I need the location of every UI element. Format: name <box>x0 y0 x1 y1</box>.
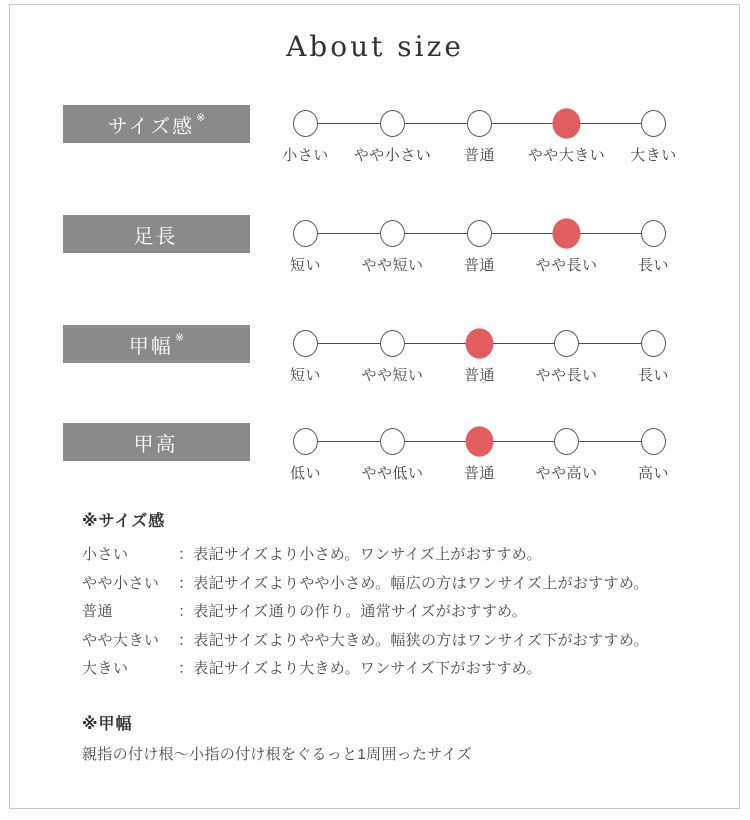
definition-description: ：表記サイズよりやや大きめ。幅狭の方はワンサイズ下がおすすめ。 <box>178 631 649 649</box>
scale-option-label: 長い <box>637 367 669 384</box>
scale-option <box>349 110 436 165</box>
scale-dot <box>293 428 318 455</box>
rating-scale <box>262 110 697 165</box>
scale-dot <box>380 220 405 247</box>
scale-option <box>349 220 436 275</box>
scale-option <box>523 330 610 385</box>
rating-scale <box>262 220 697 275</box>
scale-dot <box>380 110 405 137</box>
page-title: About size <box>286 30 464 63</box>
scale-option-label: 高い <box>637 465 669 482</box>
scale-option <box>436 110 523 165</box>
scale-dot <box>380 428 405 455</box>
scale-option-label: 大きい <box>630 147 677 164</box>
scale-dot-selected <box>553 218 581 248</box>
scale-option <box>610 428 697 483</box>
size-row-label: 甲幅 <box>128 335 173 358</box>
scale-dot <box>641 110 666 137</box>
scale-option <box>610 330 697 385</box>
scale-option-label: 普通 <box>463 147 495 164</box>
size-row-label-box <box>63 215 250 253</box>
definition-term: やや大きい <box>82 631 160 649</box>
size-row-label: 足長 <box>133 225 178 248</box>
footnote-mark: ※ <box>196 111 206 124</box>
definition-description: ：表記サイズ通りの作り。通常サイズがおすすめ。 <box>178 603 528 620</box>
scale-dot <box>641 330 666 357</box>
scale-option <box>610 110 697 165</box>
scale-option <box>523 428 610 483</box>
size-row-instep-height <box>63 421 713 483</box>
scale-option-label: 長い <box>637 257 669 274</box>
footnote-mark: ※ <box>174 331 185 344</box>
scale-option-label: 普通 <box>463 257 495 274</box>
instep-width-note-text: 親指の付け根〜小指の付け根をぐるっと1周囲ったサイズ <box>82 745 472 763</box>
scale-dot <box>641 220 666 247</box>
definition-description: ：表記サイズより小さめ。ワンサイズ上がおすすめ。 <box>178 546 542 563</box>
size-row-label-box <box>63 325 250 363</box>
scale-option <box>262 220 349 275</box>
definition-row <box>82 655 682 684</box>
footnote-heading-instep-width: ※甲幅 <box>82 715 133 733</box>
scale-option-label: やや長い <box>535 367 598 384</box>
scale-dot-selected <box>466 426 494 456</box>
size-feel-definition-list <box>82 541 682 684</box>
size-row-label: サイズ感 <box>107 115 195 138</box>
scale-option <box>436 428 523 483</box>
scale-option-label: やや低い <box>361 465 424 482</box>
size-row-label: 甲高 <box>133 433 178 456</box>
scale-option <box>436 330 523 385</box>
size-row-label-box <box>63 423 250 461</box>
scale-option <box>523 220 610 275</box>
definition-term: 大きい <box>82 660 129 677</box>
rating-scale <box>262 330 697 385</box>
scale-dot <box>293 220 318 247</box>
scale-option-label: やや大きい <box>527 147 606 164</box>
scale-option <box>349 428 436 483</box>
scale-dot <box>554 330 579 357</box>
definition-row <box>82 627 682 656</box>
definition-term: 普通 <box>82 603 114 620</box>
scale-option <box>436 220 523 275</box>
footnotes-section <box>82 508 682 764</box>
scale-dot-selected <box>466 328 494 358</box>
scale-option-label: 普通 <box>463 367 495 384</box>
scale-option-label: 普通 <box>463 465 495 482</box>
scale-option-label: やや小さい <box>353 147 432 164</box>
definition-term: やや小さい <box>82 574 160 592</box>
scale-dot-selected <box>553 108 581 138</box>
rating-scale <box>262 428 697 483</box>
definition-row <box>82 598 682 627</box>
scale-option-label: 短い <box>289 367 321 384</box>
scale-option-label: やや短い <box>361 367 424 384</box>
size-row-size-feel <box>63 103 713 165</box>
definition-row <box>82 541 682 570</box>
scale-option-label: やや長い <box>535 257 598 274</box>
scale-option-label: やや短い <box>361 257 424 274</box>
scale-dot <box>293 110 318 137</box>
scale-option <box>262 110 349 165</box>
scale-dot <box>380 330 405 357</box>
scale-dot <box>293 330 318 357</box>
definition-row <box>82 570 682 599</box>
definition-term: 小さい <box>82 546 129 563</box>
scale-dot <box>467 220 492 247</box>
scale-option-label: やや高い <box>535 465 598 482</box>
scale-option <box>349 330 436 385</box>
scale-dot <box>554 428 579 455</box>
size-row-label-box <box>63 105 250 143</box>
scale-option <box>262 330 349 385</box>
scale-option-label: 小さい <box>282 147 329 164</box>
size-row-foot-length <box>63 213 713 275</box>
size-row-instep-width <box>63 323 713 385</box>
scale-option-label: 低い <box>289 465 321 482</box>
footnote-heading-size-feel: ※サイズ感 <box>82 513 166 530</box>
scale-dot <box>467 110 492 137</box>
scale-dot <box>641 428 666 455</box>
definition-description: ：表記サイズより大きめ。ワンサイズ下がおすすめ。 <box>178 660 542 677</box>
scale-option <box>262 428 349 483</box>
definition-description: ：表記サイズよりやや小さめ。幅広の方はワンサイズ上がおすすめ。 <box>178 574 649 592</box>
scale-option <box>610 220 697 275</box>
scale-option <box>523 110 610 165</box>
scale-option-label: 短い <box>289 257 321 274</box>
